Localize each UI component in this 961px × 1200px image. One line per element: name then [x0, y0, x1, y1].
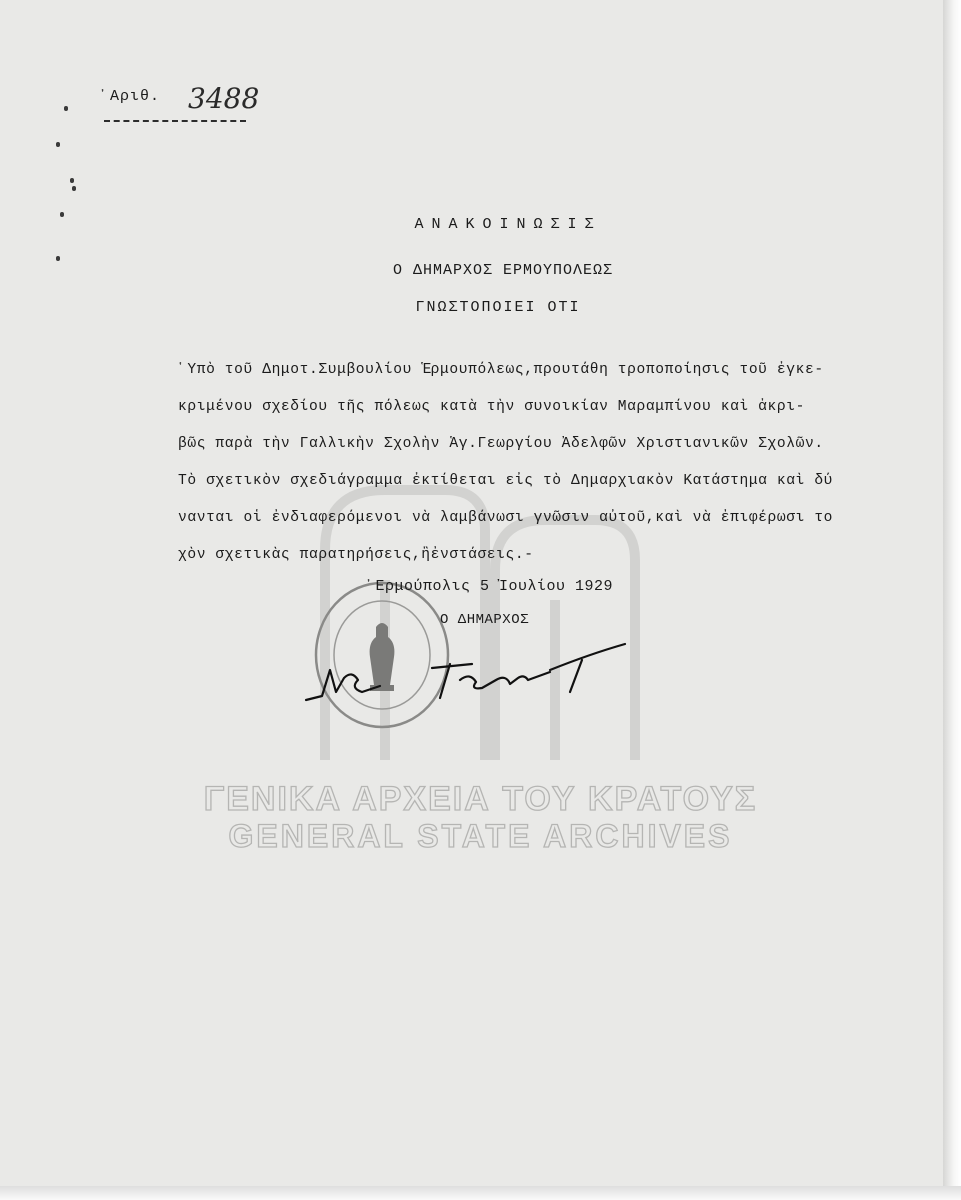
reference-prefix: ᾿Αριθ.	[100, 88, 161, 105]
body-line: κριμένου σχεδίου τῆς πόλεως κατὰ τὴν συνοικίαν Μαραμπίνου καὶ ἀκρι-	[178, 399, 805, 415]
archive-watermark-english: GENERAL STATE ARCHIVES	[228, 818, 733, 854]
body-line: ῾Υπὸ τοῦ Δημοτ.Συμβουλίου Ἑρμουπόλεως,προυτάθη τροποποίησις τοῦ ἐγκε-	[178, 362, 824, 378]
document-title: ΑΝΑΚΟΙΝΩΣΙΣ	[414, 216, 602, 233]
date-line: ᾿Ερμούπολις 5 Ἰουλίου 1929	[366, 578, 614, 595]
archive-watermark-greek: ΓΕΝΙΚΑ ΑΡΧΕΙΑ ΤΟΥ ΚΡΑΤΟΥΣ	[203, 780, 758, 818]
punch-mark	[56, 256, 60, 261]
signer-title: Ο ΔΗΜΑΡΧΟΣ	[440, 612, 530, 628]
punch-mark	[56, 142, 60, 147]
reference-underline	[104, 120, 246, 122]
body-line: νανται οἱ ἐνδιαφερόμενοι νὰ λαμβάνωσι γνῶσιν αὐτοῦ,καὶ νὰ ἐπιφέρωσι το	[178, 510, 834, 526]
punch-mark	[64, 106, 68, 111]
body-line: Τὸ σχετικὸν σχεδιάγραμμα ἐκτίθεται εἰς τὸ Δημαρχιακὸν Κατάστημα καὶ δύ	[178, 473, 834, 489]
mayor-signature	[300, 630, 640, 710]
issuer-line: Ο ΔΗΜΑΡΧΟΣ ΕΡΜΟΥΠΟΛΕΩΣ	[392, 262, 614, 279]
paper-edge	[943, 0, 961, 1200]
announcement-body	[178, 352, 958, 574]
announcement-line: ΓΝΩΣΤΟΠΟΙΕΙ ΟΤΙ	[415, 299, 581, 316]
punch-mark	[72, 186, 76, 191]
reference-number: 3488	[188, 82, 260, 115]
punch-mark	[70, 178, 74, 183]
body-line: βῶς παρὰ τὴν Γαλλικὴν Σχολὴν Ἁγ.Γεωργίου Ἀδελφῶν Χριστιανικῶν Σχολῶν.	[178, 436, 824, 452]
paper-bottom-edge	[0, 1186, 961, 1200]
body-line: χὸν σχετικὰς παρατηρήσεις,ἢἐνστάσεις.-	[178, 547, 534, 563]
